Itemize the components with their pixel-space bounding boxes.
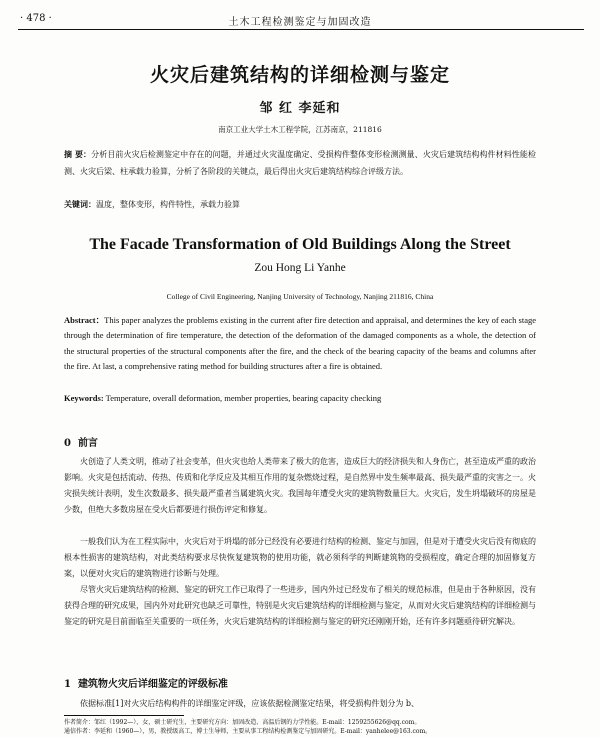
keywords-cn	[64, 196, 536, 213]
authors-en: Zou Hong Li Yanhe	[254, 262, 346, 274]
abstract-en-text: This paper analyzes the problems existing in the current after fire detection and appraisal, and determines the key of each stage through the determination of fire temperature, the detection of the deformation of the damaged components as a whole, the detection of the structural properties of the structural components after the fire, and the check of the bearing capacity of the beams and columns after the fire. At last, a comprehensive rating method for building structures after a fire is obtained.	[64, 315, 536, 372]
title-cn: 火灾后建筑结构的详细检测与鉴定	[149, 64, 450, 86]
section-1-number: 1	[64, 679, 71, 690]
footnote-author: 作者简介：邹红（1992—），女，硕士研究生，主要研究方向：加固改造、高温后钢的力学性能。E-mail：1259255626@qq.com。	[64, 719, 421, 726]
keywords-en	[64, 391, 536, 406]
paragraph: 一般我们认为在工程实际中，火灾后对于坍塌的部分已经没有必要进行结构的检测、鉴定与加固，但是对于遭受火灾后没有彻底的根本性损害的建筑结构，对此类结构要求尽快恢复建筑物的使用功能，就必须科学的判断建筑物的受损程度，确定合理的加固修复方案，以便对火灾后的建筑物进行诊断与处理。	[64, 537, 536, 578]
section-1-heading	[64, 675, 228, 690]
affiliation-en: College of Civil Engineering, Nanjing University of Technology, Nanjing 211816, China	[166, 292, 434, 301]
section-0-number: 0	[64, 438, 71, 449]
keywords-cn-label: 关键词：	[64, 199, 96, 209]
abstract-en	[64, 313, 536, 375]
section-1-title: 建筑物火灾后详细鉴定的评级标准	[77, 679, 228, 690]
journal-name: 土木工程检测鉴定与加固改造	[228, 17, 372, 28]
footnote-corresponding: 通信作者：李延和（1960—），男，教授级高工，博士生导师，主要从事工程结构检测鉴定与加固研究。E-mail：yanhelee@163.com。	[64, 728, 432, 735]
authors-cn: 邹 红 李延和	[259, 101, 341, 116]
keywords-en-text: Temperature, overall deformation, member properties, bearing capacity checking	[105, 393, 382, 403]
title-en: The Facade Transformation of Old Buildings Along the Street	[89, 236, 511, 253]
page-number: · 478 ·	[20, 13, 52, 24]
paragraph: 火创造了人类文明，推动了社会变革，但火灾也给人类带来了极大的危害，造成巨大的经济损失和人身伤亡，甚至造成严重的政治影响。火灾是包括流动、传热、传质和化学反应及其相互作用的复杂燃烧过程，是自然界中发生频率最高、损失最严重的灾害之一。火灾损失统计表明，发生次数最多、损失最严重者当属建筑火灾。我国每年遭受火灾的建筑物数量巨大。火灾后，发生坍塌破坏的房屋是少数，但绝大多数房屋在受火后都要进行损伤评定和修复。	[64, 457, 536, 514]
keywords-cn-text: 温度，整体变形，构件特性，承载力验算	[96, 200, 240, 209]
paragraph: 尽管火灾后建筑结构的检测、鉴定的研究工作已取得了一些进步，国内外过已经发布了相关的规范标准，但是由于各种原因，没有获得合理的研究成果，国内外对此研究也缺乏可靠性，特别是火灾后建筑结构的详细检测与鉴定，从而对火灾后建筑结构的详细检测与鉴定的研究是目前面临至关重要的一项任务，火灾后建筑结构的详细检测与鉴定的研究还刚刚开始，还有许多问题亟待研究解决。	[64, 585, 536, 626]
affiliation-cn: 南京工业大学土木工程学院，江苏南京，211816	[218, 125, 382, 134]
header-rule	[18, 29, 584, 30]
keywords-en-label: Keywords:	[64, 393, 104, 403]
abstract-cn-text: 分析目前火灾后检测鉴定中存在的问题，并通过火灾温度确定、受损构件整体变形检测测量、火灾后建筑结构构件材料性能检测、火灾后梁、柱承载力验算，分析了各阶段的关键点，最后得出火灾后建筑结构综合评级方法。	[64, 150, 536, 176]
abstract-cn	[64, 146, 536, 197]
abstract-en-label: Abstract：	[64, 315, 105, 325]
section-0-title: 前言	[77, 438, 98, 449]
section-0-heading	[64, 434, 98, 449]
abstract-cn-label: 摘 要：	[64, 149, 92, 159]
paragraph: 依据标准[1]对火灾后结构构件的详细鉴定评级，应该依据检测鉴定结果，将受损构件划分为 b、	[80, 699, 419, 708]
footnote-rule	[64, 715, 184, 716]
